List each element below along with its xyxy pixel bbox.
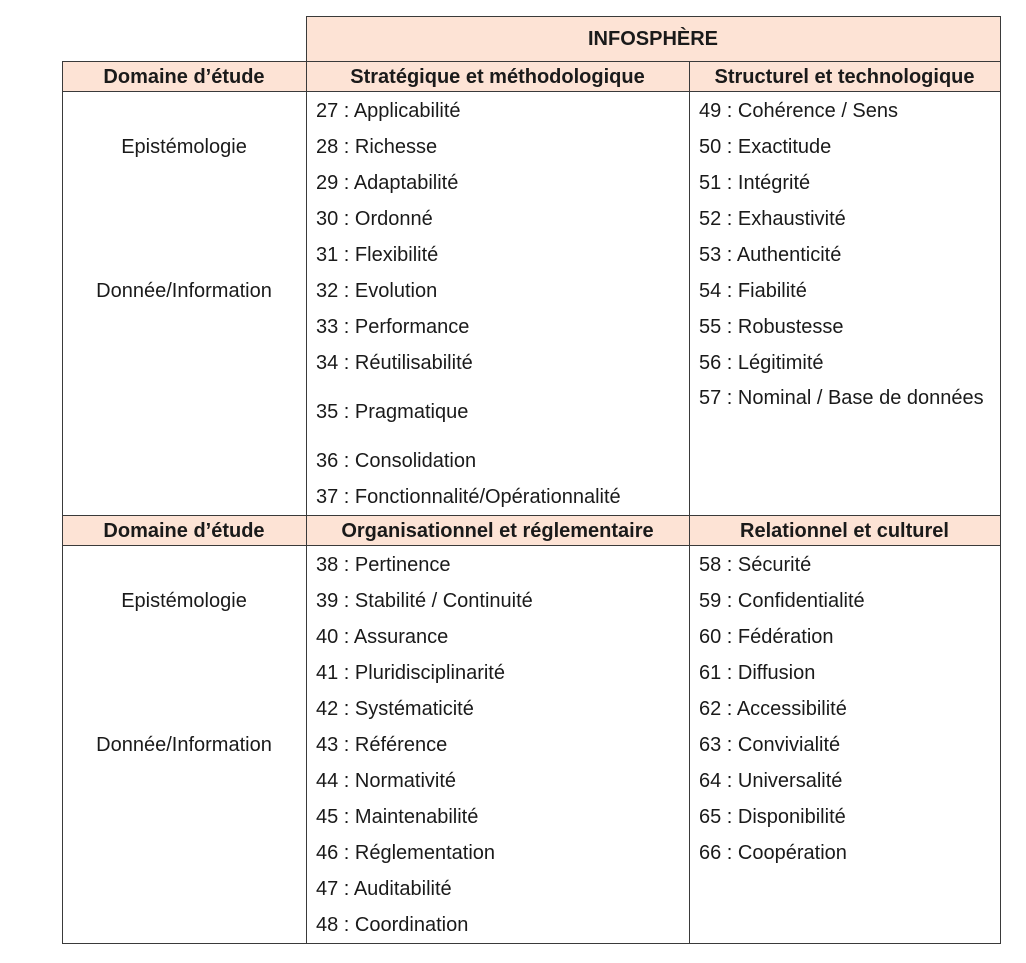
list-item: 41 : Pluridisciplinarité: [316, 662, 505, 684]
list-item: 62 : Accessibilité: [699, 698, 847, 720]
list-item: 33 : Performance: [316, 316, 470, 338]
list-item: 51 : Intégrité: [699, 172, 811, 194]
infosphere-title: INFOSPHÈRE: [587, 28, 719, 50]
list-item: 27 : Applicabilité: [316, 100, 461, 122]
top-domain-epistemologie: Epistémologie: [121, 136, 247, 158]
list-item: 29 : Adaptabilité: [316, 172, 459, 194]
column-divider: [689, 61, 690, 944]
list-item: 40 : Assurance: [316, 626, 449, 648]
list-item: 35 : Pragmatique: [316, 401, 469, 423]
list-item: 30 : Ordonné: [316, 208, 433, 230]
column-divider: [306, 61, 307, 944]
list-item: 66 : Coopération: [699, 842, 847, 864]
list-item: 47 : Auditabilité: [316, 878, 452, 900]
top-col2-header: Structurel et technologique: [714, 66, 975, 88]
list-item: 52 : Exhaustivité: [699, 208, 846, 230]
list-item: 57 : Nominal / Base de données: [699, 387, 984, 409]
list-item: 65 : Disponibilité: [699, 806, 846, 828]
bottom-domain-header: Domaine d’étude: [103, 520, 265, 542]
list-item: 63 : Convivialité: [699, 734, 841, 756]
list-item: 45 : Maintenabilité: [316, 806, 479, 828]
list-item: 58 : Sécurité: [699, 554, 812, 576]
list-item: 39 : Stabilité / Continuité: [316, 590, 533, 612]
list-item: 49 : Cohérence / Sens: [699, 100, 899, 122]
top-domain-donnee-information: Donnée/Information: [96, 280, 272, 302]
top-col1-header: Stratégique et méthodologique: [350, 66, 645, 88]
list-item: 48 : Coordination: [316, 914, 469, 936]
list-item: 54 : Fiabilité: [699, 280, 807, 302]
list-item: 60 : Fédération: [699, 626, 834, 648]
list-item: 37 : Fonctionnalité/Opérationnalité: [316, 486, 621, 508]
list-item: 43 : Référence: [316, 734, 448, 756]
list-item: 50 : Exactitude: [699, 136, 832, 158]
list-item: 46 : Réglementation: [316, 842, 496, 864]
list-item: 36 : Consolidation: [316, 450, 477, 472]
list-item: 56 : Légitimité: [699, 352, 824, 374]
list-item: 55 : Robustesse: [699, 316, 844, 338]
bottom-domain-epistemologie: Epistémologie: [121, 590, 247, 612]
list-item: 53 : Authenticité: [699, 244, 842, 266]
list-item: 59 : Confidentialité: [699, 590, 865, 612]
bottom-domain-donnee-information: Donnée/Information: [96, 734, 272, 756]
top-domain-header: Domaine d’étude: [103, 66, 265, 88]
list-item: 61 : Diffusion: [699, 662, 816, 684]
bottom-col1-header: Organisationnel et réglementaire: [341, 520, 654, 542]
list-item: 34 : Réutilisabilité: [316, 352, 473, 374]
list-item: 28 : Richesse: [316, 136, 438, 158]
list-item: 38 : Pertinence: [316, 554, 451, 576]
list-item: 64 : Universalité: [699, 770, 843, 792]
list-item: 31 : Flexibilité: [316, 244, 439, 266]
list-item: 42 : Systématicité: [316, 698, 474, 720]
list-item: 44 : Normativité: [316, 770, 457, 792]
list-item: 32 : Evolution: [316, 280, 438, 302]
bottom-col2-header: Relationnel et culturel: [740, 520, 949, 542]
